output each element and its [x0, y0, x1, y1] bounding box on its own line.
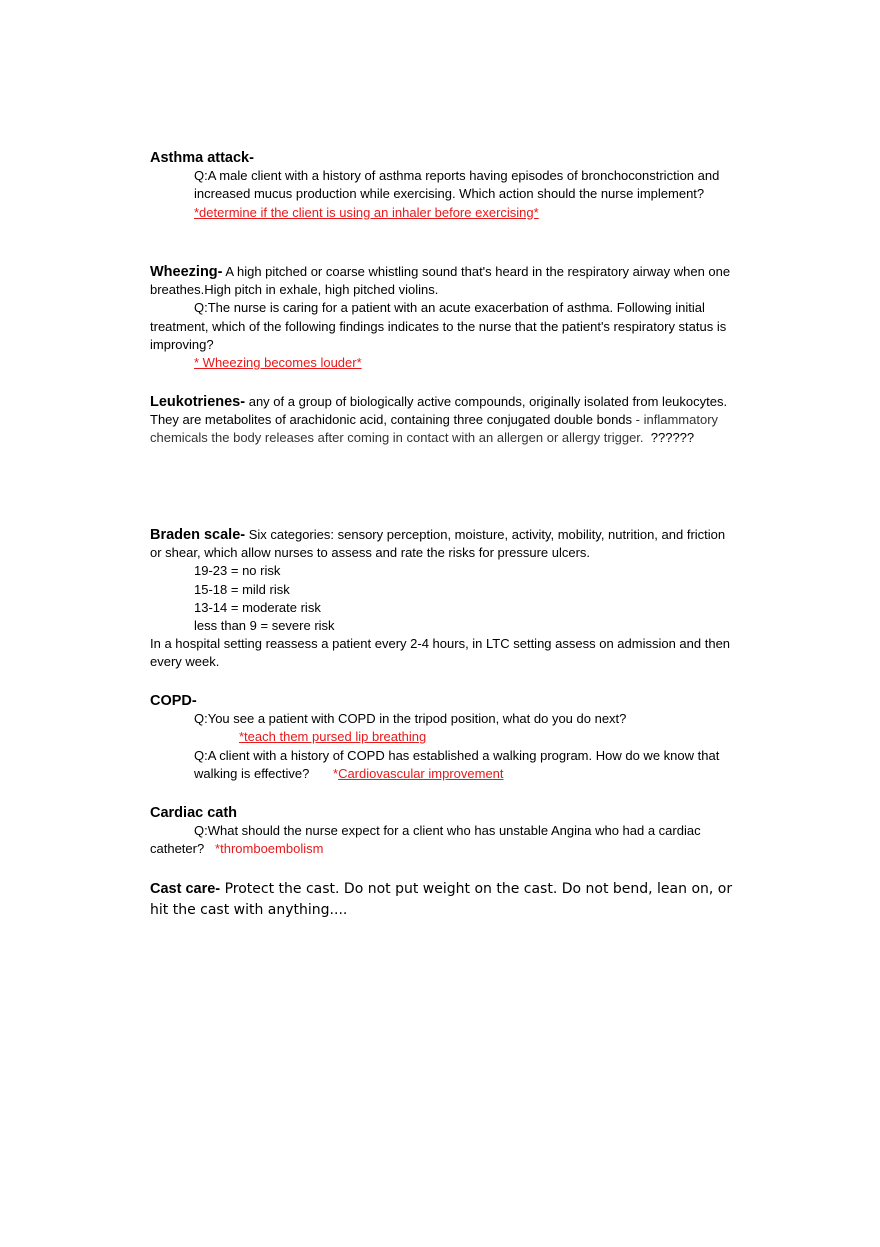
section-heading: Asthma attack- — [150, 150, 254, 166]
section-cast-care — [150, 879, 740, 921]
section-copd — [150, 692, 735, 783]
section-leukotrienes — [150, 393, 735, 448]
section-heading: Leukotrienes- — [150, 394, 246, 410]
braden-score-item: 19-23 = no risk — [194, 563, 281, 579]
leukotrienes-note: - inflammatory chemicals the body releases after coming in contact with an allergen or allergy trigger. — [150, 412, 719, 446]
section-heading: Cardiac cath — [150, 805, 238, 821]
answer-line — [150, 728, 735, 746]
answer-line — [150, 354, 735, 372]
question-text — [150, 167, 735, 222]
copd-question-2-block — [150, 747, 735, 783]
section-braden — [150, 526, 735, 672]
section-heading: COPD- — [150, 693, 197, 709]
wheezing-answer: * Wheezing becomes louder* — [194, 355, 362, 371]
braden-score-list — [150, 562, 735, 635]
section-cardiac-cath — [150, 804, 735, 859]
section-heading: Braden scale- — [150, 527, 246, 543]
braden-definition: Six categories: sensory perception, moisture, activity, mobility, nutrition, and friction or shear, which allow nurses to assess and rate the risks for pressure ulcers. — [150, 527, 726, 561]
copd-answer-2-star: * — [333, 765, 339, 781]
braden-definition-block — [150, 526, 735, 562]
copd-question-2: Q:A client with a history of COPD has established a walking program. How do we know that walking is effective? — [194, 747, 720, 781]
section-heading: Cast care- — [150, 881, 221, 897]
braden-reassess: In a hospital setting reassess a patient every 2-4 hours, in LTC setting assess on admission and then every week. — [150, 636, 731, 670]
asthma-question: Q:A male client with a history of asthma reports having episodes of bronchoconstriction and increased mucus production while exercising. Which action should the nurse implement? — [194, 168, 720, 202]
wheezing-definition-block — [150, 263, 735, 299]
cath-answer: *thromboembolism — [215, 841, 324, 857]
cast-care-text: Protect the cast. Do not put weight on the cast. Do not bend, lean on, or hit the cast with anything.... — [150, 881, 733, 918]
leukotrienes-definition: any of a group of biologically active compounds, originally isolated from leukocytes. They are metabolites of arachidonic acid, containing three conjugated double bonds — [150, 394, 728, 428]
wheezing-definition: A high pitched or coarse whistling sound that's heard in the respiratory airway when one breathes.High pitch in exhale, high pitched violins. — [150, 264, 731, 298]
braden-score-item: 15-18 = mild risk — [194, 581, 290, 597]
cath-question: Q:What should the nurse expect for a client who has unstable Angina who had a cardiac catheter? — [150, 823, 701, 857]
copd-answer-2: Cardiovascular improvement — [338, 765, 504, 781]
wheezing-question: Q:The nurse is caring for a patient with an acute exacerbation of asthma. Following initial treatment, which of the following findings indicates to the nurse that the patient's respiratory status is improving? — [150, 300, 727, 352]
section-asthma — [150, 149, 735, 222]
braden-score-item: less than 9 = severe risk — [194, 618, 335, 634]
braden-score-item: 13-14 = moderate risk — [194, 599, 321, 615]
section-wheezing — [150, 263, 735, 372]
section-heading: Wheezing- — [150, 264, 223, 280]
asthma-answer: *determine if the client is using an inhaler before exercising* — [194, 204, 539, 220]
cath-question-block — [150, 822, 735, 858]
copd-question-1: Q:You see a patient with COPD in the tripod position, what do you do next? — [194, 711, 627, 727]
leukotrienes-marks: ?????? — [650, 430, 695, 446]
copd-answer-1: *teach them pursed lip breathing — [239, 729, 427, 745]
